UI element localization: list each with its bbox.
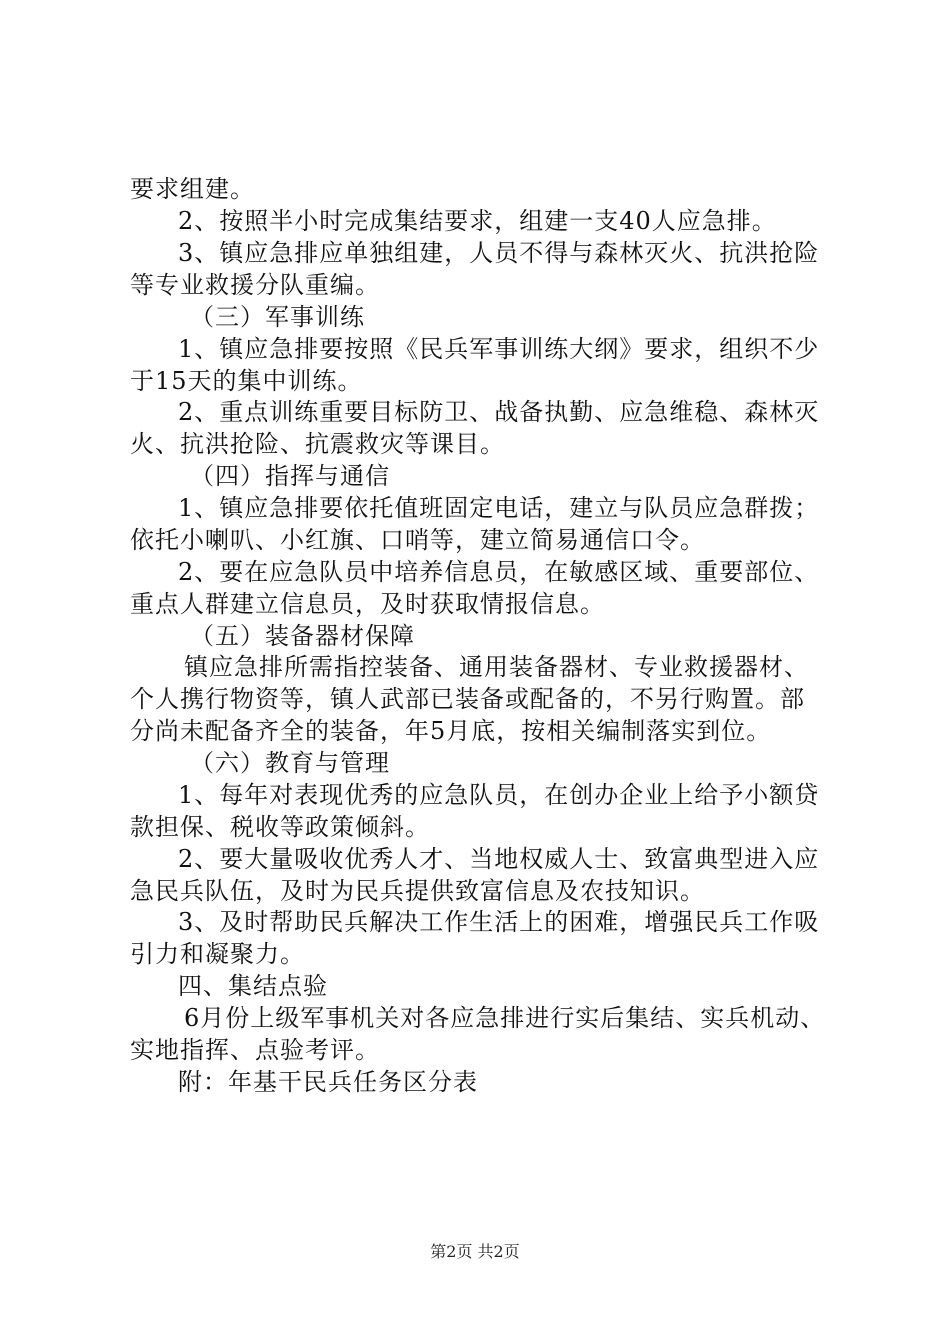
text-line: 2、要大量吸收优秀人才、当地权威人士、致富典型进入应 xyxy=(178,845,820,873)
text-line: 于15天的集中训练。 xyxy=(130,367,363,395)
text-line: 镇应急排所需指控装备、通用装备器材、专业救援器材、 xyxy=(184,653,809,681)
text-line: 要求组建。 xyxy=(130,175,255,203)
text-line: 急民兵队伍，及时为民兵提供致富信息及农技知识。 xyxy=(130,877,705,905)
text-line: 等专业救援分队重编。 xyxy=(130,271,380,299)
section-heading: （六）教育与管理 xyxy=(190,749,390,777)
section-heading: （四）指挥与通信 xyxy=(190,462,390,490)
text-line: 2、按照半小时完成集结要求，组建一支40人应急排。 xyxy=(178,207,777,235)
text-line: 重点人群建立信息员，及时获取情报信息。 xyxy=(130,590,605,618)
text-line: 2、重点训练重要目标防卫、战备执勤、应急维稳、森林灭 xyxy=(178,398,820,426)
text-line: 2、要在应急队员中培养信息员，在敏感区域、重要部位、 xyxy=(178,558,820,586)
text-line: 3、及时帮助民兵解决工作生活上的困难，增强民兵工作吸 xyxy=(178,908,820,936)
text-line: 引力和凝聚力。 xyxy=(130,940,305,968)
section-heading: （三）军事训练 xyxy=(190,303,365,331)
text-line: 火、抗洪抢险、抗震救灾等课目。 xyxy=(130,430,505,458)
text-line: 款担保、税收等政策倾斜。 xyxy=(130,813,430,841)
text-line: 6月份上级军事机关对各应急排进行实后集结、实兵机动、 xyxy=(184,1004,826,1032)
section-heading: （五）装备器材保障 xyxy=(190,622,415,650)
section-heading: 四、集结点验 xyxy=(178,972,328,1000)
text-line: 1、镇应急排要按照《民兵军事训练大纲》要求，组织不少 xyxy=(178,335,820,363)
page-footer: 第2页 共2页 xyxy=(430,1242,520,1261)
text-line: 3、镇应急排应单独组建，人员不得与森林灭火、抗洪抢险 xyxy=(178,239,820,267)
attachment-note: 附：年基干民兵任务区分表 xyxy=(178,1068,478,1096)
text-line: 依托小喇叭、小红旗、口哨等，建立简易通信口令。 xyxy=(130,526,705,554)
text-line: 1、每年对表现优秀的应急队员，在创办企业上给予小额贷 xyxy=(178,781,820,809)
text-line: 分尚未配备齐全的装备，年5月底，按相关编制落实到位。 xyxy=(130,717,772,745)
text-line: 1、镇应急排要依托值班固定电话，建立与队员应急群拨； xyxy=(178,494,820,522)
text-line: 实地指挥、点验考评。 xyxy=(130,1036,380,1064)
text-line: 个人携行物资等，镇人武部已装备或配备的，不另行购置。部 xyxy=(130,685,805,713)
